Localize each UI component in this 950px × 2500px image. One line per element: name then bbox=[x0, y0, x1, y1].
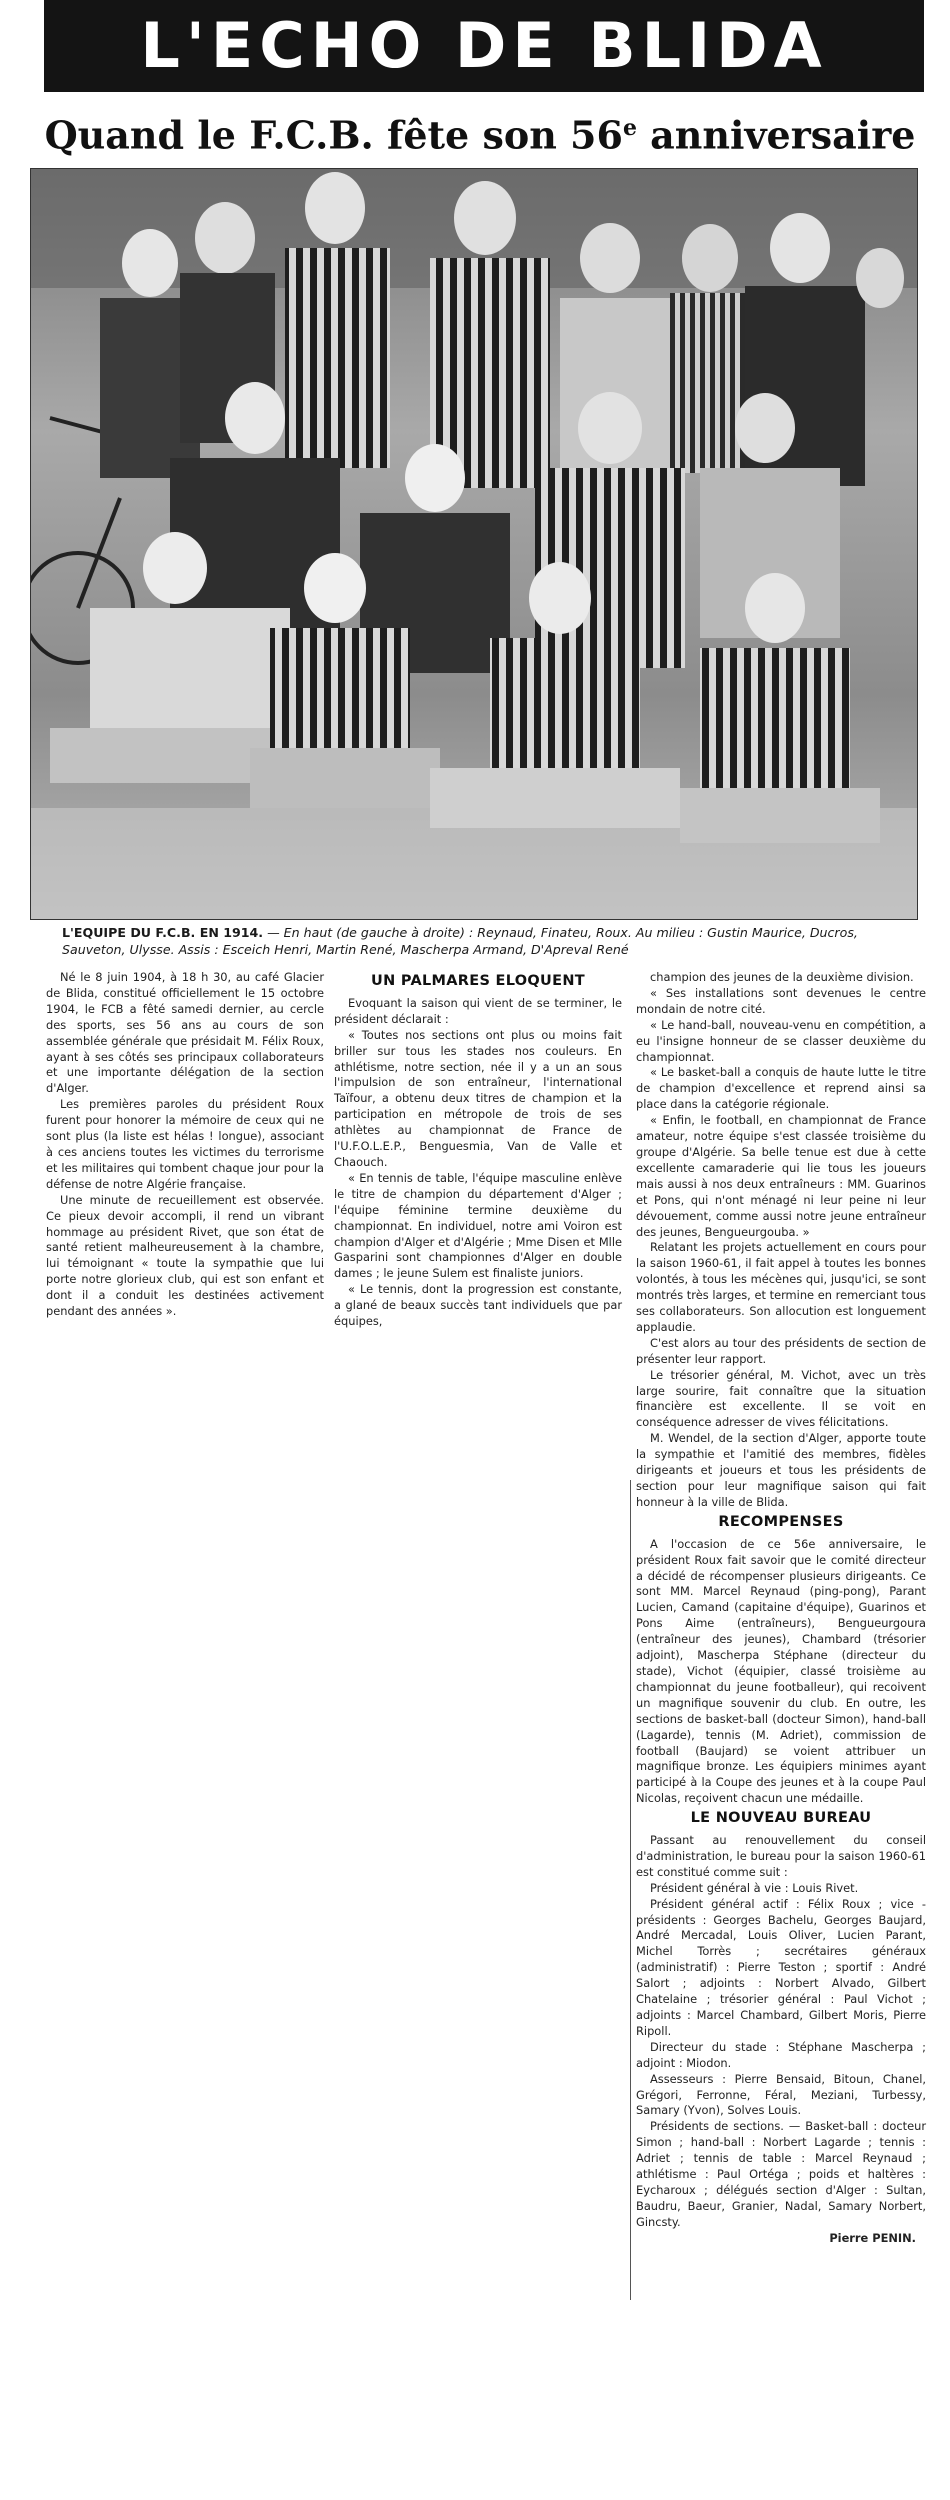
col3-paragraph: « Le basket-ball a conquis de haute lutte le titre de champion d'excellence et reprend ainsi sa place dans la catégorie régionale. bbox=[636, 1065, 926, 1112]
headline-sup: e bbox=[622, 115, 637, 141]
article-headline bbox=[30, 104, 930, 160]
recompenses-heading: RECOMPENSES bbox=[718, 1513, 844, 1530]
caption-lead: L'EQUIPE DU F.C.B. EN 1914. bbox=[62, 925, 264, 940]
masthead-banner bbox=[44, 0, 924, 92]
col3-paragraph: Assesseurs : Pierre Bensaid, Bitoun, Chanel, Grégori, Ferronne, Féral, Meziani, Turbessy, Samary (Yvon), Solves Louis. bbox=[636, 2071, 926, 2118]
col3-paragraph: « Enfin, le football, en championnat de France amateur, notre équipe s'est classée troisième du groupe d'Algérie. Sa belle tenue est due à cette excellente camaraderie qui lie tous les joueurs mais aussi à nos deux entraîneurs : MM. Guarinos et Pons, qui n'ont ménagé ni leur peine ni leur dévouement, comme aussi notre jeune entraîneur des jeunes, Bengueurgouba. » bbox=[636, 1113, 926, 1239]
nouveau-bureau-heading: LE NOUVEAU BUREAU bbox=[690, 1810, 872, 1827]
col3-paragraph: C'est alors au tour des présidents de section de présenter leur rapport. bbox=[636, 1335, 926, 1366]
col2-paragraph: « Toutes nos sections ont plus ou moins fait briller sur tous les stades nos couleurs. En athlétisme, notre section, née il y a un an sous l'impulsion de son entraîneur, l'international Taïfour, a obtenu deux titres de champion et la participation en métropole de trois de ses athlètes au championnat de France de l'U.F.O.L.E.P., Benguesmia, Van de Valle et Chaouch. bbox=[334, 1027, 622, 1169]
headline-main: Quand le F.C.B. fête son 56 bbox=[44, 112, 623, 158]
column-2 bbox=[334, 970, 622, 1330]
column-rule bbox=[630, 1480, 631, 2300]
col3-paragraph: Le trésorier général, M. Vichot, avec un très large sourire, fait connaître que la situation financière est excellente. Il se voit en conséquence adresser de vives félicitations. bbox=[636, 1367, 926, 1430]
column-1 bbox=[46, 970, 324, 1320]
column-3 bbox=[636, 970, 926, 2247]
col1-paragraph: Une minute de recueillement est observée. Ce pieux devoir accompli, il rend un vibrant hommage au président Rivet, que son état de santé retient malheureusement à la chambre, lui témoignant « toute la sympathie que lui porte notre glorieux club, qui est son enfant et dont il a conduit les destinées activement pendant des années ». bbox=[46, 1192, 324, 1319]
col2-paragraph: « Le tennis, dont la progression est constante, a glané de beaux succès tant individuels que par équipes, bbox=[334, 1282, 622, 1329]
col1-paragraph: Les premières paroles du président Roux furent pour honorer la mémoire de ceux qui ne sont plus (la liste est hélas ! longue), associant à ces anciens toutes les victimes du terrorisme et les militaires qui tombent chaque jour pour la défense de notre Algérie française. bbox=[46, 1097, 324, 1191]
author-signature: Pierre PENIN. bbox=[829, 2230, 916, 2245]
photo-caption bbox=[62, 924, 924, 958]
col2-paragraph: « En tennis de table, l'équipe masculine enlève le titre de champion du département d'Alger ; l'équipe féminine termine deuxième du championnat. En individuel, notre ami Voiron est champion d'Alger et d'Algérie ; Mme Disen et Mlle Gasparini sont championnes d'Alger en double dames ; le jeune Sulem est finaliste juniors. bbox=[334, 1170, 622, 1281]
col3-paragraph: A l'occasion de ce 56e anniversaire, le président Roux fait savoir que le comité directeur a décidé de récompenser plusieurs dirigeants. Ce sont MM. Marcel Reynaud (ping-pong), Parant Lucien, Camand (capitaine d'équipe), Guarinos et Pons Aime (entraîneurs), Bengueurgoura (entraîneur des jeunes), Chambard (trésorier adjoint), Mascherpa Stéphane (directeur du stade), Vichot (équipier, classé troisième au championnat du jeune footballeur), qui recoivent un magnifique souvenir du club. En outre, les sections de basket-ball (docteur Simon), hand-ball (Lagarde), tennis (M. Adriet), commission de football (Baujard) se voient attribuer un magnifique bronze. Les équipiers minimes ayant participé à la Coupe des jeunes et à la coupe Paul Nicolas, reçoivent chacun une médaille. bbox=[636, 1536, 926, 1806]
col3-paragraph: Présidents de sections. — Basket-ball : docteur Simon ; hand-ball : Norbert Lagarde ; tennis : Adriet ; tennis de table : Marcel Reynaud ; athlétisme : Paul Ortéga ; poids et haltères : Eycharoux ; délégués section d'Alger : Sultan, Baudru, Baeur, Granier, Nadal, Samary Norbert, Gincsty. bbox=[636, 2119, 926, 2229]
col3-paragraph: Directeur du stade : Stéphane Mascherpa ; adjoint : Miodon. bbox=[636, 2039, 926, 2070]
team-photo bbox=[30, 168, 918, 920]
col3-paragraph: « Le hand-ball, nouveau-venu en compétition, a eu l'insigne honneur de se classer deuxième du championnat. bbox=[636, 1017, 926, 1064]
col3-paragraph: Relatant les projets actuellement en cours pour la saison 1960-61, il fait appel à toutes les bonnes volontés, à tous les mécènes qui, jusqu'ici, se sont montrés très larges, et termine en remerciant tous ses collaborateurs. Son allocution est longuement applaudie. bbox=[636, 1240, 926, 1334]
col3-paragraph: champion des jeunes de la deuxième division. bbox=[650, 970, 914, 984]
palmares-heading: UN PALMARES ELOQUENT bbox=[371, 973, 585, 989]
col3-paragraph: Président général à vie : Louis Rivet. bbox=[650, 1880, 859, 1895]
col3-paragraph: Président général actif : Félix Roux ; vice - présidents : Georges Bachelu, Georges Baujard, André Mercadal, Louis Oliver, Lucien Parant, Michel Torrès ; secrétaires généraux (administratif) : Pierre Teston ; sportif : André Salort ; adjoints : Norbert Alvado, Gilbert Chatelaine ; trésorier général : Paul Vichot ; adjoints : Marcel Chambard, Gilbert Moris, Pierre Ripoll. bbox=[636, 1896, 926, 2038]
col1-paragraph: Né le 8 juin 1904, à 18 h 30, au café Glacier de Blida, constitué officiellement le 15 octobre 1904, le FCB a fêté samedi dernier, au cercle des sports, ses 56 ans au cours de son assemblée générale que présidait M. Félix Roux, ayant à ses côtés ses principaux collaborateurs et une importante délégation de la section d'Alger. bbox=[46, 970, 324, 1096]
caption-text: — En haut (de gauche à droite) : Reynaud, Finateu, Roux. Au milieu : Gustin Maurice, Ducros, Sauveton, Ulysse. Assis : Esceich Henri, Martin René, Mascherpa Armand, D'Apreval René bbox=[62, 925, 858, 957]
headline-tail: anniversaire bbox=[636, 112, 916, 158]
col2-paragraph: Evoquant la saison qui vient de se terminer, le président déclarait : bbox=[334, 995, 622, 1026]
masthead-title: L'ECHO DE BLIDA bbox=[140, 9, 828, 82]
col3-paragraph: M. Wendel, de la section d'Alger, apporte toute la sympathie et l'amitié des membres, fidèles dirigeants et joueurs et tous les présidents de section pour leur magnifique saison qui fait honneur à la ville de Blida. bbox=[636, 1431, 926, 1509]
col3-paragraph: « Ses installations sont devenues le centre mondain de notre cité. bbox=[636, 985, 926, 1016]
col3-paragraph: Passant au renouvellement du conseil d'administration, le bureau pour la saison 1960-61 est constitué comme suit : bbox=[636, 1833, 926, 1879]
